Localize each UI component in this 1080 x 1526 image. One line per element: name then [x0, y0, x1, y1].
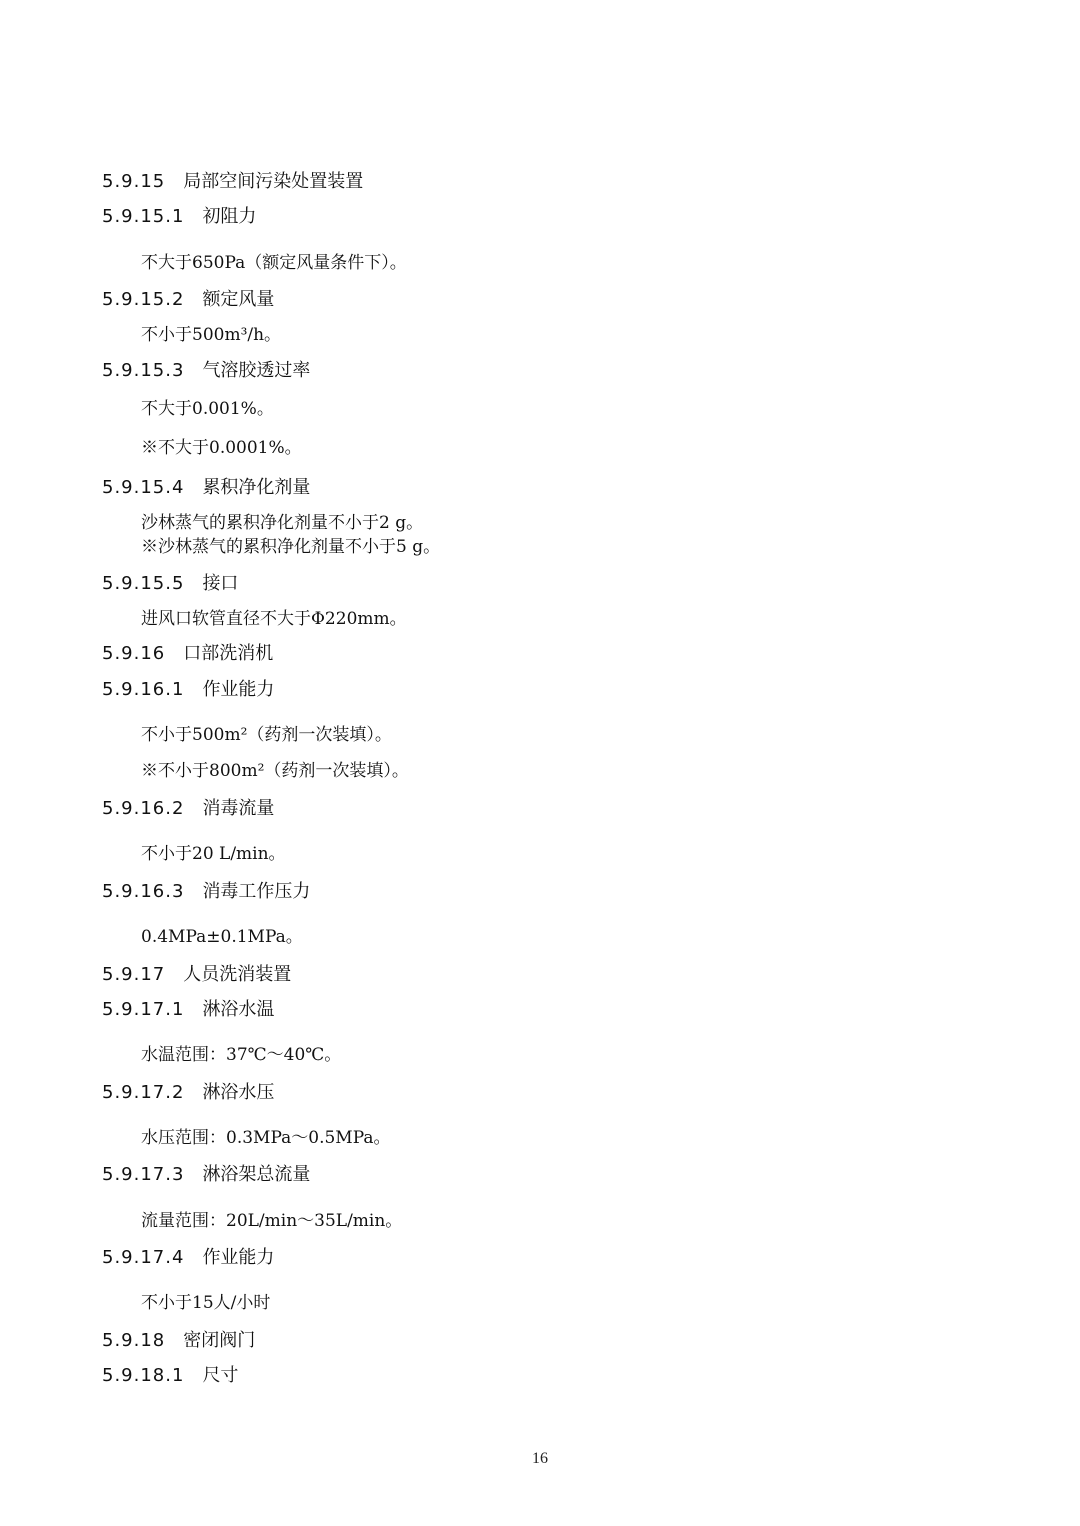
section-heading [102, 881, 310, 903]
body-paragraph: 水温范围：37℃～40℃。 [141, 1045, 342, 1065]
section-title: 淋浴水温 [202, 999, 275, 1020]
section-title: 密闭阀门 [183, 1330, 256, 1351]
section-heading [102, 1164, 310, 1186]
section-title: 人员洗消装置 [183, 964, 292, 985]
page-number: 16 [532, 1450, 548, 1467]
section-title: 作业能力 [202, 679, 275, 700]
section-number: 5.9.15.3 [102, 360, 185, 381]
section-number: 5.9.15 [102, 171, 166, 192]
section-number: 5.9.15.5 [102, 573, 185, 594]
section-heading [102, 643, 273, 665]
section-heading [102, 999, 274, 1021]
body-paragraph: ※不小于800m²（药剂一次装填）。 [141, 761, 409, 781]
section-number: 5.9.17.4 [102, 1247, 185, 1268]
section-heading [102, 360, 310, 382]
section-number: 5.9.15.4 [102, 477, 185, 498]
section-number: 5.9.15.1 [102, 206, 185, 227]
section-title: 累积净化剂量 [202, 477, 311, 498]
section-number: 5.9.18.1 [102, 1365, 185, 1386]
body-paragraph: 0.4MPa±0.1MPa。 [141, 927, 303, 947]
section-heading [102, 206, 256, 228]
section-heading [102, 477, 310, 499]
section-number: 5.9.17.3 [102, 1164, 185, 1185]
body-paragraph: 沙林蒸气的累积净化剂量不小于2 g。 [141, 513, 424, 533]
section-title: 局部空间污染处置装置 [183, 171, 364, 192]
section-number: 5.9.18 [102, 1330, 166, 1351]
body-paragraph: 不小于500m³/h。 [141, 325, 282, 345]
section-heading [102, 798, 274, 820]
section-heading [102, 1082, 274, 1104]
section-heading [102, 1247, 274, 1269]
section-title: 接口 [202, 573, 239, 594]
section-heading [102, 1330, 255, 1352]
section-number: 5.9.17.1 [102, 999, 185, 1020]
section-number: 5.9.17.2 [102, 1082, 185, 1103]
body-paragraph: ※沙林蒸气的累积净化剂量不小于5 g。 [141, 537, 441, 557]
section-title: 消毒工作压力 [202, 881, 311, 902]
section-title: 淋浴水压 [202, 1082, 275, 1103]
section-heading [102, 289, 274, 311]
section-number: 5.9.17 [102, 964, 166, 985]
section-title: 作业能力 [202, 1247, 275, 1268]
body-paragraph: 不大于650Pa（额定风量条件下）。 [141, 253, 407, 273]
body-paragraph: 流量范围：20L/min～35L/min。 [141, 1211, 403, 1231]
section-heading [102, 1365, 238, 1387]
section-title: 口部洗消机 [183, 643, 274, 664]
section-title: 消毒流量 [202, 798, 275, 819]
body-paragraph: 不小于15人/小时 [141, 1293, 271, 1313]
section-number: 5.9.16.1 [102, 679, 185, 700]
section-title: 气溶胶透过率 [202, 360, 311, 381]
section-title: 额定风量 [202, 289, 275, 310]
section-number: 5.9.16.3 [102, 881, 185, 902]
section-title: 尺寸 [202, 1365, 239, 1386]
section-number: 5.9.16 [102, 643, 166, 664]
section-number: 5.9.15.2 [102, 289, 185, 310]
body-paragraph: 不大于0.001%。 [141, 399, 274, 419]
body-paragraph: 进风口软管直径不大于Φ220mm。 [141, 609, 407, 629]
section-title: 淋浴架总流量 [202, 1164, 311, 1185]
section-heading [102, 573, 238, 595]
body-paragraph: 不小于20 L/min。 [141, 844, 286, 864]
body-paragraph: ※不大于0.0001%。 [141, 438, 302, 458]
body-paragraph: 不小于500m²（药剂一次装填）。 [141, 725, 392, 745]
section-heading [102, 679, 274, 701]
body-paragraph: 水压范围：0.3MPa～0.5MPa。 [141, 1128, 391, 1148]
section-number: 5.9.16.2 [102, 798, 185, 819]
section-title: 初阻力 [202, 206, 257, 227]
section-heading [102, 171, 363, 193]
section-heading [102, 964, 291, 986]
